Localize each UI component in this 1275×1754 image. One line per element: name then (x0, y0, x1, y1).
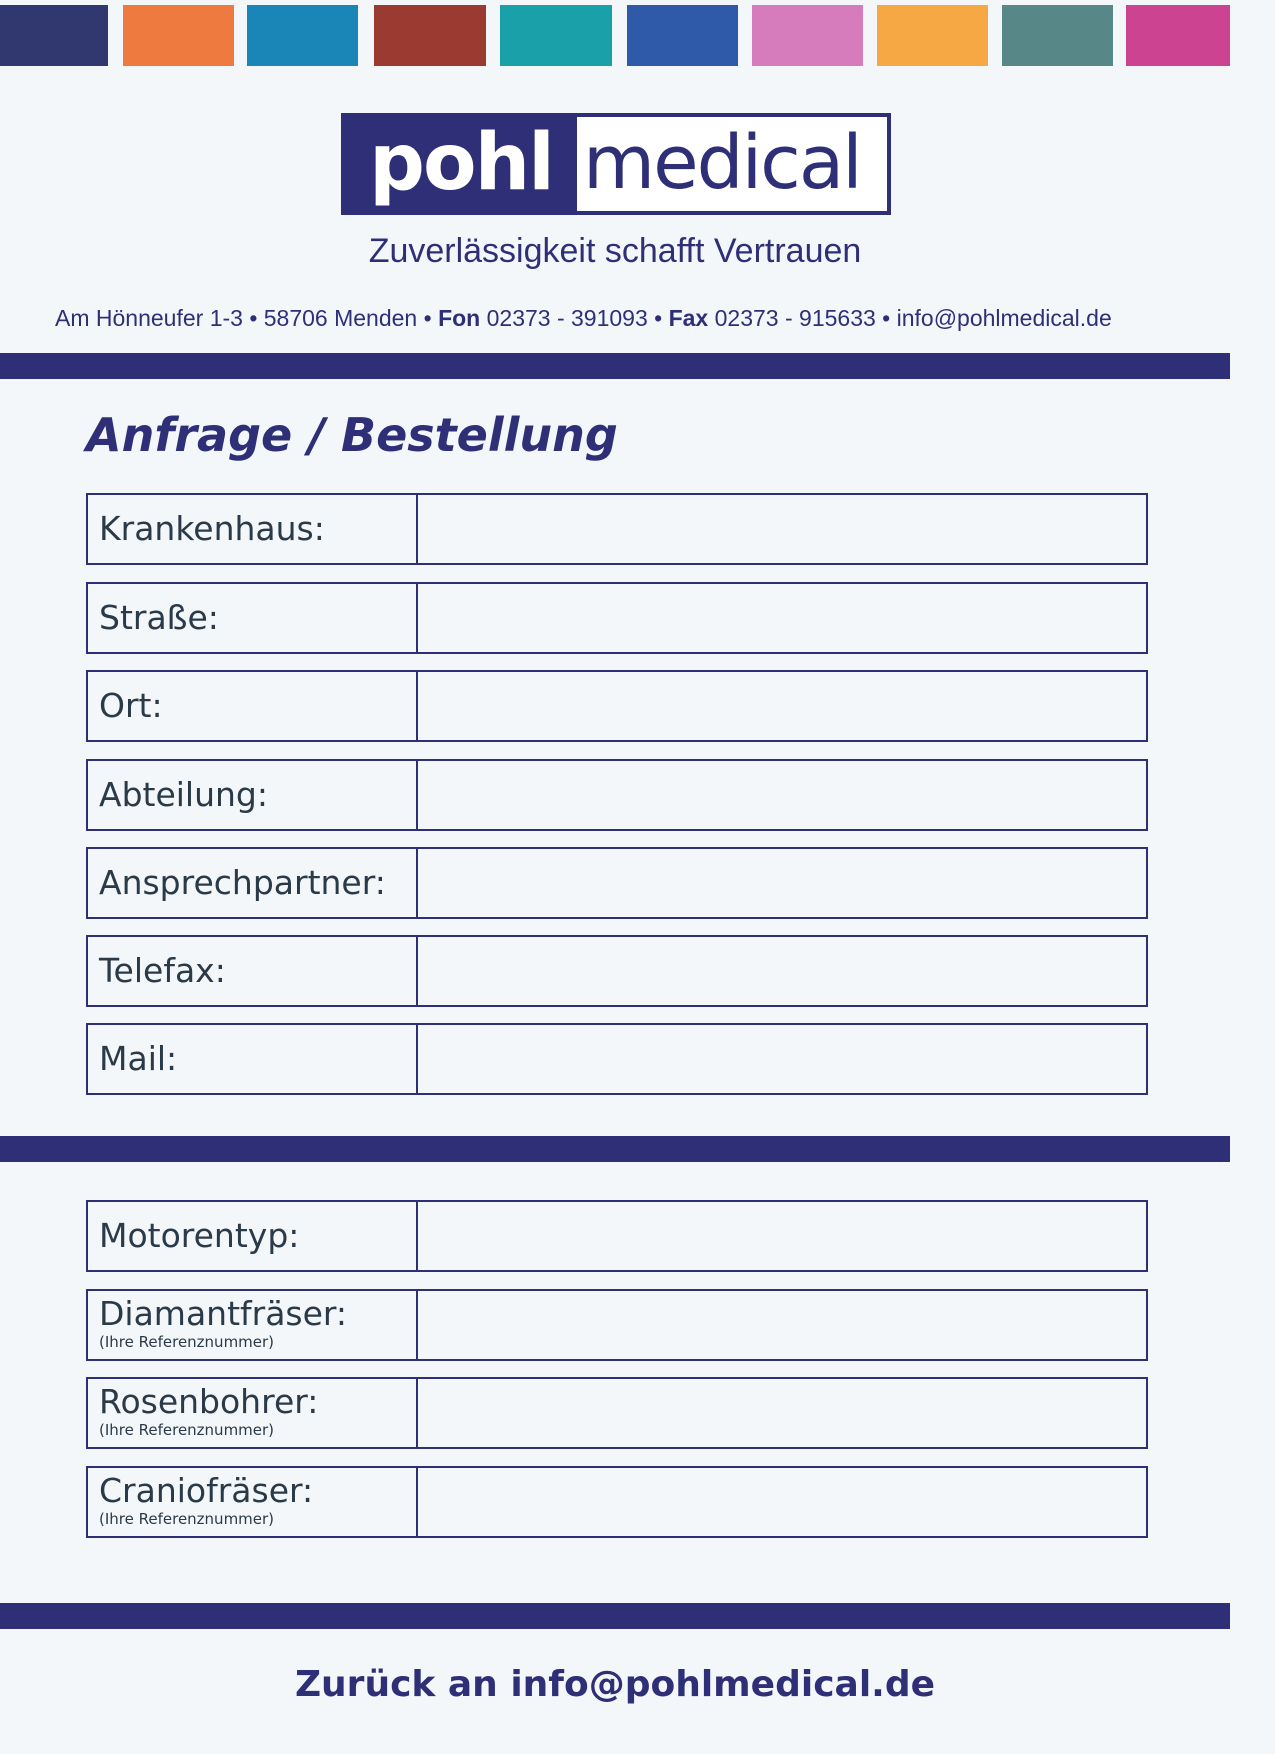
fax-label: Fax (668, 305, 709, 331)
field-label-cell (88, 584, 418, 652)
divider-rule (0, 353, 1230, 379)
divider-rule (0, 1603, 1230, 1629)
tagline: Zuverlässigkeit schafft Vertrauen (368, 232, 862, 270)
field-row-mail (86, 1023, 1148, 1095)
field-label-cell (88, 849, 418, 917)
email-address: info@pohlmedical.de (896, 305, 1112, 331)
field-label-cell (88, 672, 418, 740)
field-label: Straße: (99, 598, 219, 637)
field-label-cell (88, 1202, 418, 1270)
field-label-cell (88, 761, 418, 829)
field-label-cell (88, 1025, 418, 1093)
field-row-krankenhaus (86, 493, 1148, 565)
field-note: (Ihre Referenznummer) (99, 1510, 275, 1528)
rosenbohrer-input[interactable] (418, 1379, 1146, 1447)
field-label: Craniofräser: (99, 1471, 314, 1510)
telefax-input[interactable] (418, 937, 1146, 1005)
color-swatch (123, 5, 234, 66)
logo-text-pohl: pohl (345, 117, 577, 211)
address-street-city: Am Hönneufer 1-3 • 58706 Menden • (55, 305, 432, 331)
field-row-ansprechpartner (86, 847, 1148, 919)
color-swatch (374, 5, 486, 66)
field-label-cell (88, 1291, 418, 1359)
field-label: Diamantfräser: (99, 1294, 348, 1333)
field-row-rosenbohrer (86, 1377, 1148, 1449)
field-note: (Ihre Referenznummer) (99, 1333, 275, 1351)
field-row-strasse (86, 582, 1148, 654)
logo-text-medical: medical (583, 120, 861, 206)
ansprechpartner-input[interactable] (418, 849, 1146, 917)
field-label-cell (88, 937, 418, 1005)
color-swatch (877, 5, 988, 66)
color-swatch (0, 5, 108, 66)
color-swatch (1126, 5, 1230, 66)
color-swatch-bar (0, 5, 1230, 66)
diamantfraeser-input[interactable] (418, 1291, 1146, 1359)
field-row-craniofraeser (86, 1466, 1148, 1538)
field-label: Abteilung: (99, 775, 268, 814)
fon-number: 02373 - 391093 • (486, 305, 663, 331)
return-instruction: Zurück an info@pohlmedical.de (294, 1664, 936, 1705)
field-row-telefax (86, 935, 1148, 1007)
color-swatch (500, 5, 612, 66)
divider-rule (0, 1136, 1230, 1162)
color-swatch (1002, 5, 1113, 66)
color-swatch (247, 5, 358, 66)
field-row-abteilung (86, 759, 1148, 831)
mail-input[interactable] (418, 1025, 1146, 1093)
field-label: Ansprechpartner: (99, 863, 386, 902)
field-row-ort (86, 670, 1148, 742)
company-logo (341, 113, 891, 215)
field-label: Ort: (99, 686, 163, 725)
color-swatch (627, 5, 738, 66)
field-row-motorentyp (86, 1200, 1148, 1272)
craniofraeser-input[interactable] (418, 1468, 1146, 1536)
field-label: Mail: (99, 1039, 178, 1078)
field-label-cell (88, 495, 418, 563)
strasse-input[interactable] (418, 584, 1146, 652)
krankenhaus-input[interactable] (418, 495, 1146, 563)
field-label-cell (88, 1379, 418, 1447)
field-label-cell (88, 1468, 418, 1536)
field-label: Telefax: (99, 951, 226, 990)
field-row-diamantfraeser (86, 1289, 1148, 1361)
field-label: Krankenhaus: (99, 509, 325, 548)
field-note: (Ihre Referenznummer) (99, 1421, 275, 1439)
abteilung-input[interactable] (418, 761, 1146, 829)
color-swatch (752, 5, 863, 66)
field-label: Rosenbohrer: (99, 1382, 319, 1421)
motorentyp-input[interactable] (418, 1202, 1146, 1270)
company-address (55, 305, 1112, 332)
fon-label: Fon (438, 305, 481, 331)
form-title: Anfrage / Bestellung (86, 408, 618, 462)
fax-number: 02373 - 915633 • (714, 305, 891, 331)
ort-input[interactable] (418, 672, 1146, 740)
field-label: Motorentyp: (99, 1216, 300, 1255)
